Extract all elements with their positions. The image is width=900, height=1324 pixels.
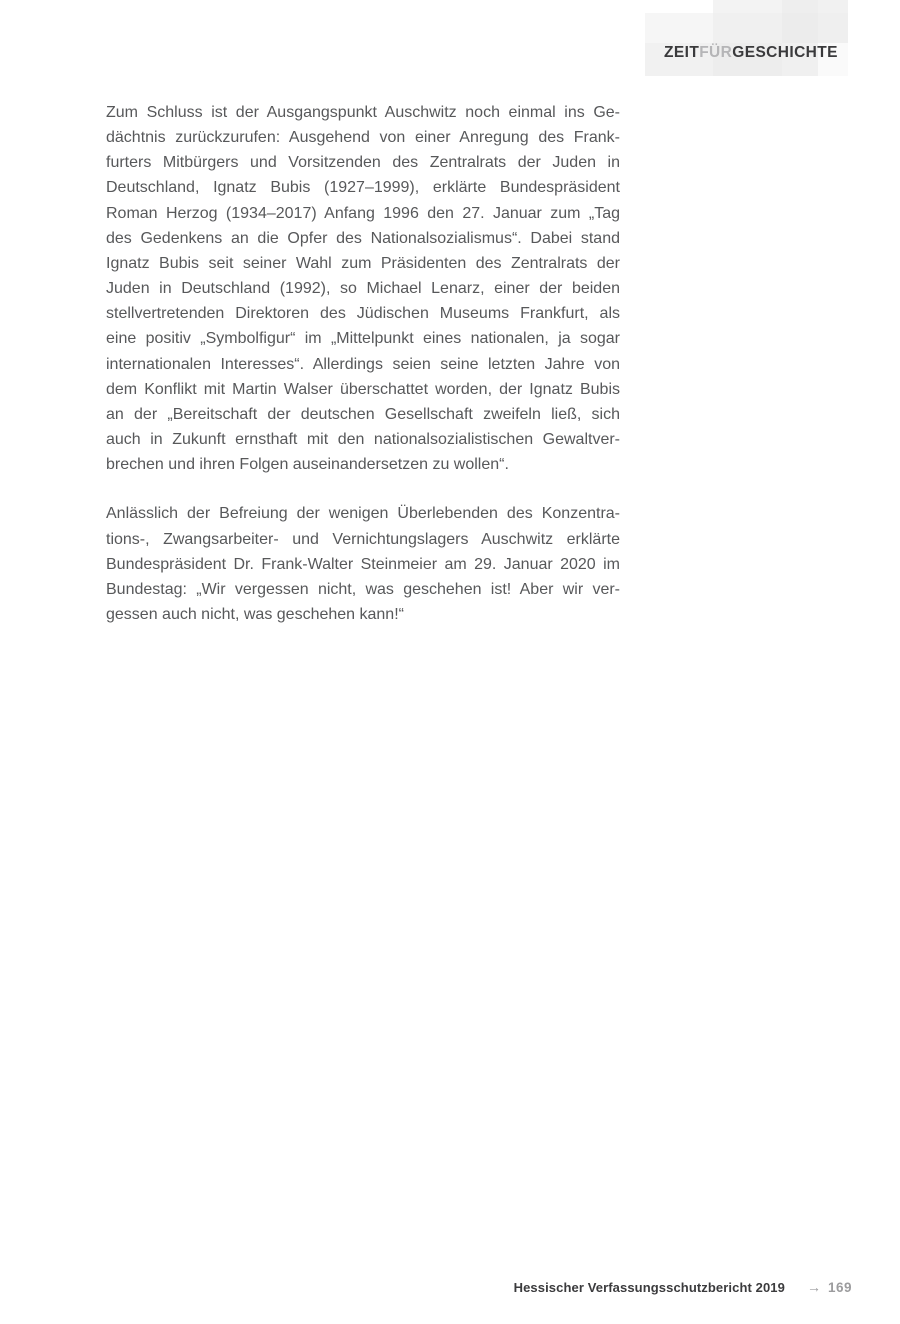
paragraph-2: [106, 501, 620, 627]
logo-wordmark: [664, 44, 838, 62]
zeit-fuer-geschichte-logo: [645, 0, 848, 76]
text-line: Bundestag: „Wir vergessen nicht, was geschehen ist! Aber wir ver-: [106, 580, 620, 598]
footer-page-number: 169: [827, 1280, 852, 1295]
logo-part-fuer: FÜR: [699, 44, 733, 61]
text-line: an der „Bereitschaft der deutschen Gesellschaft zweifeln ließ, sich: [106, 405, 620, 423]
logo-mosaic-square: [713, 13, 782, 43]
text-line: Zum Schluss ist der Ausgangspunkt Auschwitz noch einmal ins Ge-: [106, 104, 620, 121]
logo-mosaic-square: [782, 0, 818, 13]
footer-arrow-icon: →: [806, 1279, 821, 1295]
text-line: internationalen Interesses“. Allerdings seien seine letzten Jahre von: [106, 355, 620, 373]
logo-mosaic-square: [818, 0, 848, 13]
page-footer: [514, 1279, 852, 1295]
text-line: Ignatz Bubis seit seiner Wahl zum Präsidenten des Zentralrats der: [106, 254, 620, 272]
text-line: auch in Zukunft ernsthaft mit den nationalsozialistischen Gewaltver-: [106, 431, 620, 449]
text-line: Anlässlich der Befreiung der wenigen Überlebenden des Konzentra-: [106, 505, 620, 523]
text-line: dem Konflikt mit Martin Walser überschattet worden, der Ignatz Bubis: [106, 380, 620, 398]
text-line: furters Mitbürgers und Vorsitzenden des Zentralrats der Juden in: [106, 154, 620, 172]
text-line: eine positiv „Symbolfigur“ im „Mittelpunkt eines nationalen, ja sogar: [106, 330, 620, 348]
article-body: [106, 100, 620, 627]
text-line: gessen auch nicht, was geschehen kann!“: [106, 605, 404, 623]
text-line: Deutschland, Ignatz Bubis (1927–1999), erklärte Bundespräsident: [106, 179, 620, 197]
text-line: Bundespräsident Dr. Frank-Walter Steinmeier am 29. Januar 2020 im: [106, 555, 620, 573]
text-line: Roman Herzog (1934–2017) Anfang 1996 den 27. Januar zum „Tag: [106, 204, 620, 222]
logo-mosaic-square: [818, 13, 848, 43]
logo-part-zeit: ZEIT: [664, 44, 700, 61]
logo-mosaic-square: [713, 0, 782, 13]
footer-report-title: Hessischer Verfassungsschutzbericht 2019: [513, 1280, 785, 1295]
text-line: tions-, Zwangsarbeiter- und Vernichtungslagers Auschwitz erklärte: [106, 530, 620, 548]
text-line: des Gedenkens an die Opfer des Nationalsozialismus“. Dabei stand: [106, 229, 620, 247]
paragraph-1: [106, 100, 620, 477]
text-line: Juden in Deutschland (1992), so Michael Lenarz, einer der beiden: [106, 280, 620, 298]
logo-mosaic-square: [645, 13, 713, 43]
text-line: stellvertretenden Direktoren des Jüdischen Museums Frankfurt, als: [106, 305, 620, 323]
logo-part-geschichte: GESCHICHTE: [732, 44, 838, 61]
text-line: brechen und ihren Folgen auseinandersetzen zu wollen“.: [106, 456, 509, 474]
logo-mosaic-square: [782, 13, 818, 43]
text-line: dächtnis zurückzurufen: Ausgehend von einer Anregung des Frank-: [106, 129, 620, 147]
